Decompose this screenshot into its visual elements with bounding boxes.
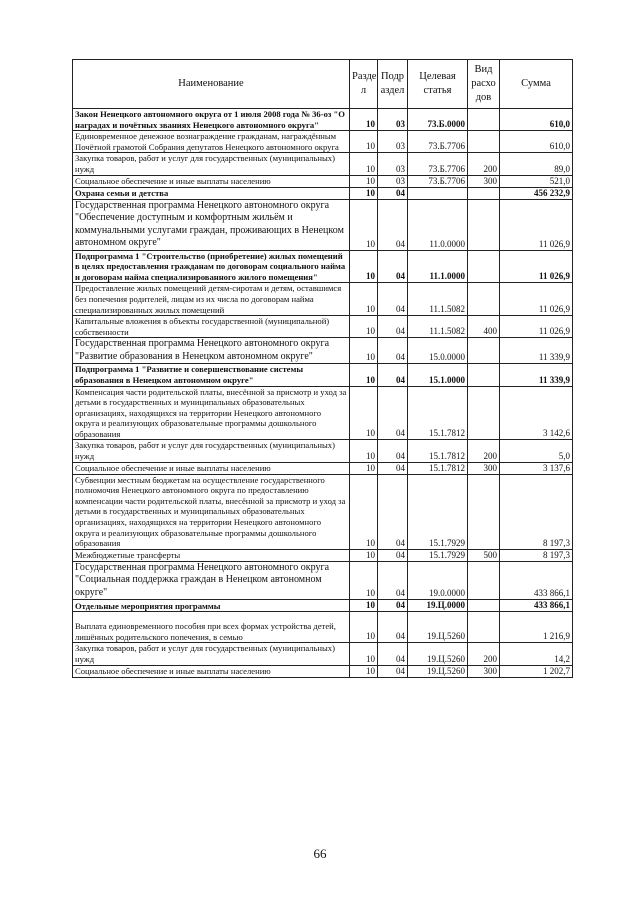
row-vid [468, 283, 500, 316]
row-name: Охрана семьи и детства [73, 187, 350, 199]
row-podrazdel: 04 [378, 338, 408, 364]
row-sum: 8 197,3 [500, 549, 573, 561]
row-vid: 300 [468, 175, 500, 187]
row-name: Государственная программа Ненецкого автономного округа "Социальная поддержка граждан в Ненецком автономном округе" [73, 561, 350, 600]
row-target: 15.0.0000 [408, 338, 468, 364]
row-name: Социальное обеспечение и иные выплаты населению [73, 175, 350, 187]
row-vid: 200 [468, 153, 500, 175]
row-sum: 3 142,6 [500, 386, 573, 440]
header-razdel: Разде л [350, 60, 378, 109]
row-name: Отдельные мероприятия программы [73, 600, 350, 612]
row-name: Межбюджетные трансферты [73, 549, 350, 561]
table-row [73, 364, 573, 386]
row-name: Закон Ненецкого автономного округа от 1 июля 2008 года № 36-оз "О наградах и почётных званиях Ненецкого автономного округа" [73, 109, 350, 131]
row-razdel: 10 [350, 364, 378, 386]
row-vid [468, 131, 500, 153]
row-podrazdel: 04 [378, 474, 408, 549]
table-row [73, 338, 573, 364]
row-vid [468, 187, 500, 199]
row-razdel: 10 [350, 316, 378, 338]
table-row [73, 462, 573, 474]
row-podrazdel: 04 [378, 440, 408, 462]
row-target: 11.1.5082 [408, 316, 468, 338]
row-target: 15.1.7812 [408, 462, 468, 474]
row-razdel: 10 [350, 131, 378, 153]
row-vid [468, 109, 500, 131]
row-vid [468, 600, 500, 612]
page-number: 66 [313, 846, 327, 861]
table-row [73, 665, 573, 677]
row-razdel: 10 [350, 643, 378, 665]
table-row [73, 561, 573, 600]
row-vid [468, 338, 500, 364]
row-target: 73.Б.7706 [408, 131, 468, 153]
table-body [73, 109, 573, 678]
table-row [73, 549, 573, 561]
row-target: 19.Ц.5260 [408, 612, 468, 643]
row-vid [468, 250, 500, 283]
row-name: Субвенции местным бюджетам на осуществление государственного полномочия Ненецкого автономного округа по предоставлению компенсации части родительской платы, внесённой за присмотр и уход за детьми в государственных и муниципальных образовательных организациях, находящихся на территории Ненецкого автономного округа и реализующих образовательные программы дошкольного образования [73, 474, 350, 549]
row-target [408, 187, 468, 199]
row-podrazdel: 04 [378, 187, 408, 199]
row-podrazdel: 04 [378, 643, 408, 665]
row-sum: 1 216,9 [500, 612, 573, 643]
header-podrazdel: Подр аздел [378, 60, 408, 109]
row-razdel: 10 [350, 187, 378, 199]
row-vid [468, 364, 500, 386]
row-target: 19.Ц.5260 [408, 643, 468, 665]
row-vid [468, 561, 500, 600]
row-sum: 433 866,1 [500, 561, 573, 600]
row-vid [468, 474, 500, 549]
row-target: 11.0.0000 [408, 199, 468, 250]
row-razdel: 10 [350, 665, 378, 677]
row-name: Капитальные вложения в объекты государственной (муниципальной) собственности [73, 316, 350, 338]
row-name: Социальное обеспечение и иные выплаты населению [73, 462, 350, 474]
row-sum: 89,0 [500, 153, 573, 175]
row-name: Закупка товаров, работ и услуг для государственных (муниципальных) нужд [73, 440, 350, 462]
row-target: 15.1.7929 [408, 549, 468, 561]
table-row [73, 250, 573, 283]
budget-table [72, 59, 573, 678]
row-target: 15.1.7929 [408, 474, 468, 549]
table-row [73, 316, 573, 338]
row-sum: 3 137,6 [500, 462, 573, 474]
row-razdel: 10 [350, 474, 378, 549]
table-row [73, 643, 573, 665]
table-row [73, 131, 573, 153]
row-sum: 1 202,7 [500, 665, 573, 677]
row-razdel: 10 [350, 199, 378, 250]
row-target: 73.Б.7706 [408, 175, 468, 187]
table-row [73, 474, 573, 549]
row-target: 11.1.0000 [408, 250, 468, 283]
row-target: 19.Ц.0000 [408, 600, 468, 612]
row-podrazdel: 03 [378, 109, 408, 131]
row-name: Государственная программа Ненецкого автономного округа "Развитие образования в Ненецком автономном округе" [73, 338, 350, 364]
row-name: Закупка товаров, работ и услуг для государственных (муниципальных) нужд [73, 153, 350, 175]
row-sum: 11 339,9 [500, 338, 573, 364]
row-sum: 11 026,9 [500, 250, 573, 283]
row-sum: 11 026,9 [500, 199, 573, 250]
row-sum: 14,2 [500, 643, 573, 665]
table-row [73, 187, 573, 199]
row-name: Подпрограмма 1 "Развитие и совершенствование системы образования в Ненецком автономном округе" [73, 364, 350, 386]
table-row [73, 283, 573, 316]
row-razdel: 10 [350, 153, 378, 175]
row-razdel: 10 [350, 561, 378, 600]
row-vid [468, 386, 500, 440]
row-sum: 11 026,9 [500, 283, 573, 316]
table-header-row [73, 60, 573, 109]
row-sum: 456 232,9 [500, 187, 573, 199]
row-podrazdel: 04 [378, 250, 408, 283]
table-row [73, 440, 573, 462]
row-sum: 610,0 [500, 109, 573, 131]
row-name: Компенсация части родительской платы, внесённой за присмотр и уход за детьми в государственных и муниципальных образовательных организациях, находящихся на территории Ненецкого автономного округа и реализующих образовательные программы дошкольного образования [73, 386, 350, 440]
row-razdel: 10 [350, 462, 378, 474]
row-target: 19.0.0000 [408, 561, 468, 600]
row-vid: 300 [468, 665, 500, 677]
header-name: Наименование [73, 60, 350, 109]
row-razdel: 10 [350, 386, 378, 440]
row-vid: 200 [468, 440, 500, 462]
row-sum: 5,0 [500, 440, 573, 462]
row-razdel: 10 [350, 600, 378, 612]
row-podrazdel: 04 [378, 316, 408, 338]
row-podrazdel: 04 [378, 386, 408, 440]
table-row [73, 386, 573, 440]
row-razdel: 10 [350, 109, 378, 131]
row-podrazdel: 03 [378, 175, 408, 187]
row-vid: 500 [468, 549, 500, 561]
table-row [73, 175, 573, 187]
row-vid: 200 [468, 643, 500, 665]
table-row [73, 153, 573, 175]
row-razdel: 10 [350, 175, 378, 187]
row-razdel: 10 [350, 250, 378, 283]
row-name: Социальное обеспечение и иные выплаты населению [73, 665, 350, 677]
row-podrazdel: 04 [378, 364, 408, 386]
row-podrazdel: 03 [378, 153, 408, 175]
row-name: Предоставление жилых помещений детям-сиротам и детям, оставшимся без попечения родителей, лицам из их числа по договорам найма специализированных жилых помещений [73, 283, 350, 316]
table-row [73, 109, 573, 131]
row-sum: 11 026,9 [500, 316, 573, 338]
row-podrazdel: 04 [378, 462, 408, 474]
table-row [73, 612, 573, 643]
row-target: 15.1.7812 [408, 386, 468, 440]
row-name: Выплата единовременного пособия при всех формах устройства детей, лишённых родительского попечения, в семью [73, 612, 350, 643]
row-podrazdel: 04 [378, 561, 408, 600]
row-razdel: 10 [350, 612, 378, 643]
row-vid [468, 612, 500, 643]
row-podrazdel: 04 [378, 199, 408, 250]
row-target: 73.Б.0000 [408, 109, 468, 131]
row-sum: 8 197,3 [500, 474, 573, 549]
row-target: 19.Ц.5260 [408, 665, 468, 677]
row-podrazdel: 04 [378, 283, 408, 316]
row-vid: 300 [468, 462, 500, 474]
row-vid: 400 [468, 316, 500, 338]
header-vid: Вид расхо дов [468, 60, 500, 109]
row-sum: 521,0 [500, 175, 573, 187]
table-row [73, 600, 573, 612]
row-name: Единовременное денежное вознаграждение гражданам, награждённым Почётной грамотой Собрания депутатов Ненецкого автономного округа [73, 131, 350, 153]
row-podrazdel: 04 [378, 600, 408, 612]
row-target: 15.1.0000 [408, 364, 468, 386]
table-row [73, 199, 573, 250]
row-target: 15.1.7812 [408, 440, 468, 462]
row-sum: 11 339,9 [500, 364, 573, 386]
row-podrazdel: 04 [378, 665, 408, 677]
row-name: Подпрограмма 1 "Строительство (приобретение) жилых помещений в целях предоставления гражданам по договорам социального найма и договорам найма специализированного жилого помещения" [73, 250, 350, 283]
row-podrazdel: 03 [378, 131, 408, 153]
header-sum: Сумма [500, 60, 573, 109]
row-sum: 610,0 [500, 131, 573, 153]
row-podrazdel: 04 [378, 549, 408, 561]
row-sum: 433 866,1 [500, 600, 573, 612]
row-podrazdel: 04 [378, 612, 408, 643]
row-razdel: 10 [350, 549, 378, 561]
row-target: 73.Б.7706 [408, 153, 468, 175]
row-name: Государственная программа Ненецкого автономного округа "Обеспечение доступным и комфортным жильём и коммунальными услугами граждан, проживающих в Ненецком автономном округе" [73, 199, 350, 250]
row-name: Закупка товаров, работ и услуг для государственных (муниципальных) нужд [73, 643, 350, 665]
row-target: 11.1.5082 [408, 283, 468, 316]
row-razdel: 10 [350, 440, 378, 462]
row-razdel: 10 [350, 283, 378, 316]
row-vid [468, 199, 500, 250]
row-razdel: 10 [350, 338, 378, 364]
header-target: Целевая статья [408, 60, 468, 109]
